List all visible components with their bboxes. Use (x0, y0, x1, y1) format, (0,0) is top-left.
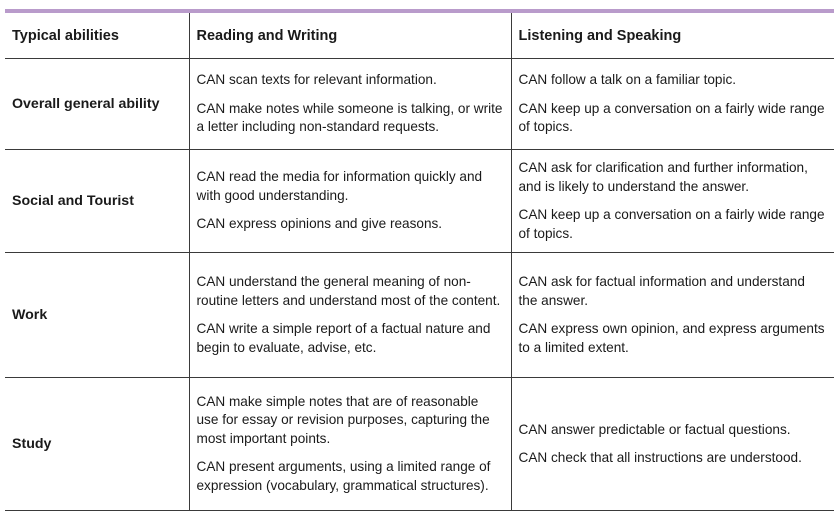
can-statement: CAN express own opinion, and express arguments to a limited extent. (518, 321, 825, 355)
header-reading-writing: Reading and Writing (189, 13, 511, 59)
listening-speaking-cell (511, 150, 834, 253)
reading-writing-cell (189, 59, 511, 150)
ability-label: Overall general ability (5, 59, 189, 150)
reading-writing-cell (189, 378, 511, 511)
can-statement: CAN answer predictable or factual questions. (518, 421, 791, 437)
ability-label: Work (5, 253, 189, 378)
listening-speaking-cell (511, 378, 834, 511)
can-statement: CAN keep up a conversation on a fairly wide range of topics. (518, 100, 825, 135)
header-typical-abilities: Typical abilities (5, 13, 189, 59)
can-statement: CAN write a simple report of a factual nature and begin to evaluate, advise, etc. (196, 321, 491, 355)
table-row (5, 253, 834, 378)
table-row (5, 378, 834, 511)
table-header-row (5, 13, 834, 59)
table-row (5, 59, 834, 150)
listening-speaking-cell (511, 59, 834, 150)
can-statement: CAN check that all instructions are understood. (518, 450, 802, 465)
reading-writing-cell (189, 253, 511, 378)
abilities-table (5, 13, 834, 511)
table-row (5, 150, 834, 253)
can-statement: CAN read the media for information quickly and with good understanding. (196, 169, 483, 203)
can-statement: CAN express opinions and give reasons. (196, 216, 443, 232)
ability-label: Social and Tourist (5, 150, 189, 253)
ability-label: Study (5, 378, 189, 511)
listening-speaking-cell (511, 253, 834, 378)
can-statement: CAN keep up a conversation on a fairly wide range of topics. (518, 207, 825, 241)
can-statement: CAN make simple notes that are of reasonable use for essay or revision purposes, capturing the most important points. (196, 393, 490, 446)
can-statement: CAN follow a talk on a familiar topic. (518, 72, 737, 88)
can-statement: CAN ask for clarification and further information, and is likely to understand the answer. (518, 160, 808, 194)
can-statement: CAN understand the general meaning of non-routine letters and understand most of the content. (196, 274, 501, 308)
can-statement: CAN ask for factual information and understand the answer. (518, 274, 805, 308)
header-listening-speaking: Listening and Speaking (511, 13, 834, 59)
can-statement: CAN make notes while someone is talking, or write a letter including non-standard requests. (196, 100, 503, 135)
reading-writing-cell (189, 150, 511, 253)
can-statement: CAN scan texts for relevant information. (196, 72, 437, 88)
can-statement: CAN present arguments, using a limited range of expression (vocabulary, grammatical structures). (196, 459, 491, 493)
